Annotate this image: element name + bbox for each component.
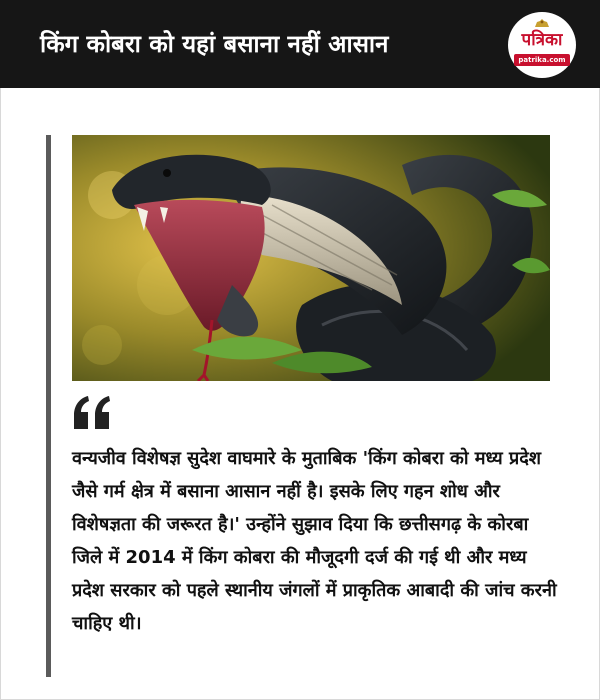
logo-url: patrika.com [514,54,570,66]
lion-emblem-icon [534,18,550,28]
header-bar [0,0,600,88]
logo-name: पत्रिका [521,30,563,50]
quote-mark-icon [70,393,114,433]
article-text: वन्यजीव विशेषज्ञ सुदेश वाघमारे के मुताबिक 'किंग कोबरा को मध्य प्रदेश जैसे गर्म क्षेत्र में बसाना आसान नहीं है। इसके लिए गहन शोध और विशेषज्ञता की जरूरत है।' उन्होंने सुझाव दिया कि छत्तीसगढ़ के कोरबा जिले में 2014 में किंग कोबरा की मौजूदगी दर्ज की गई थी और मध्य प्रदेश सरकार को पहले स्थानीय जंगलों में प्राकृतिक आबादी की जांच करनी चाहिए थी। [72,448,557,634]
headline: किंग कोबरा को यहां बसाना नहीं आसान [40,30,389,58]
king-cobra-photo [72,135,550,381]
patrika-logo[interactable] [508,12,576,78]
quote-side-bar [46,135,51,677]
